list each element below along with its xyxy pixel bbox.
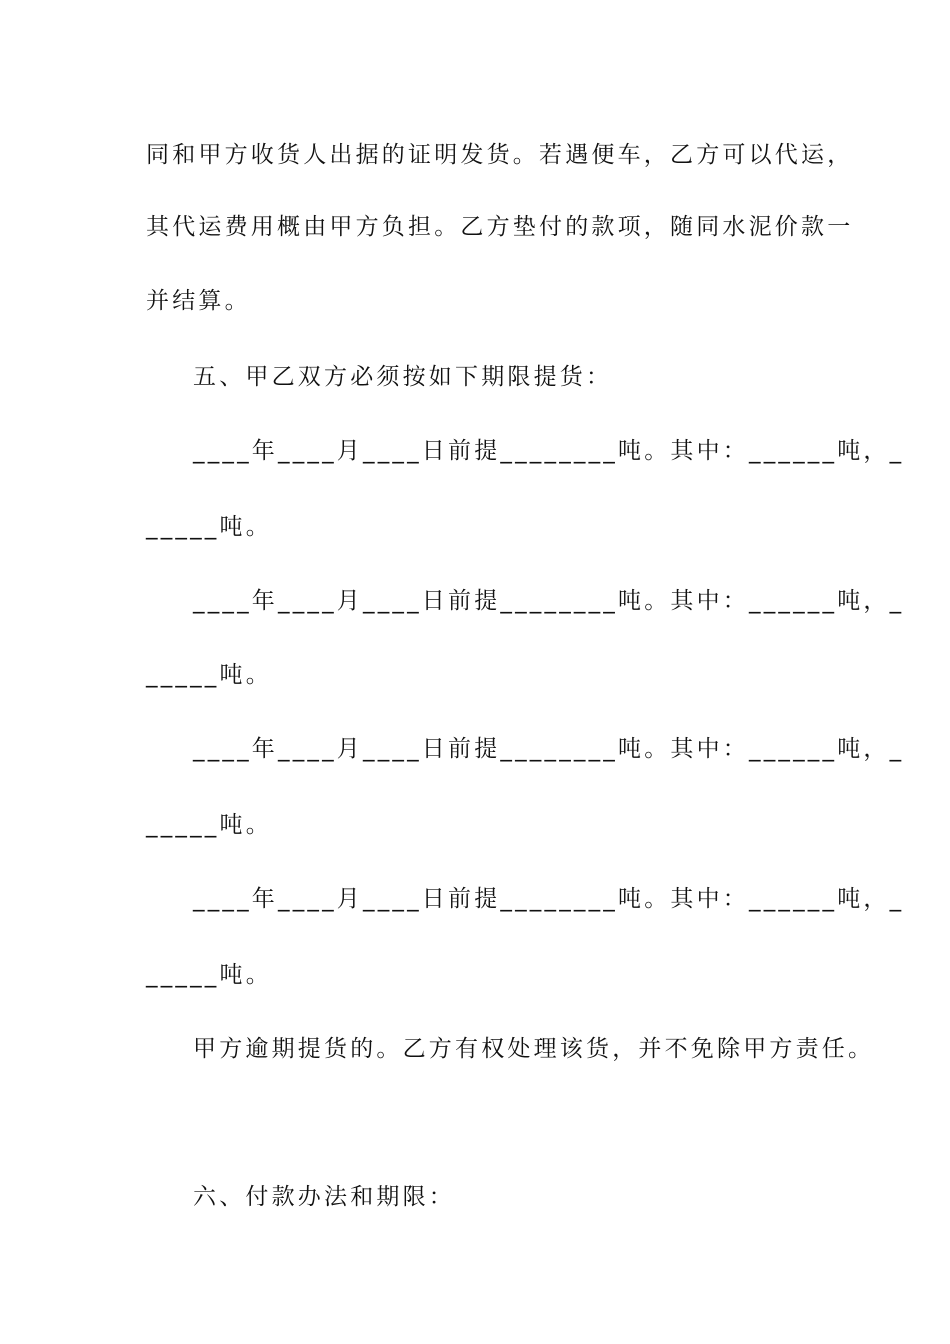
section-heading: 五、甲乙双方必须按如下期限提货：: [193, 364, 613, 390]
pickup-schedule-row-continued: _____吨。: [146, 812, 272, 838]
pickup-schedule-row: ____年____月____日前提________吨。其中：______吨，_: [193, 588, 905, 614]
pickup-schedule-row: ____年____月____日前提________吨。其中：______吨，_: [193, 736, 905, 762]
section-heading: 六、付款办法和期限：: [193, 1184, 455, 1210]
pickup-schedule-row-continued: _____吨。: [146, 962, 272, 988]
text-line: 同和甲方收货人出据的证明发货。若遇便车，乙方可以代运，: [146, 142, 854, 168]
pickup-schedule-row-continued: _____吨。: [146, 514, 272, 540]
text-line: 并结算。: [146, 288, 251, 314]
text-line: 甲方逾期提货的。乙方有权处理该货，并不免除甲方责任。: [193, 1036, 875, 1062]
pickup-schedule-row: ____年____月____日前提________吨。其中：______吨，_: [193, 886, 905, 912]
pickup-schedule-row: ____年____月____日前提________吨。其中：______吨，_: [193, 438, 905, 464]
pickup-schedule-row-continued: _____吨。: [146, 662, 272, 688]
text-line: 其代运费用概由甲方负担。乙方垫付的款项，随同水泥价款一: [146, 214, 854, 240]
